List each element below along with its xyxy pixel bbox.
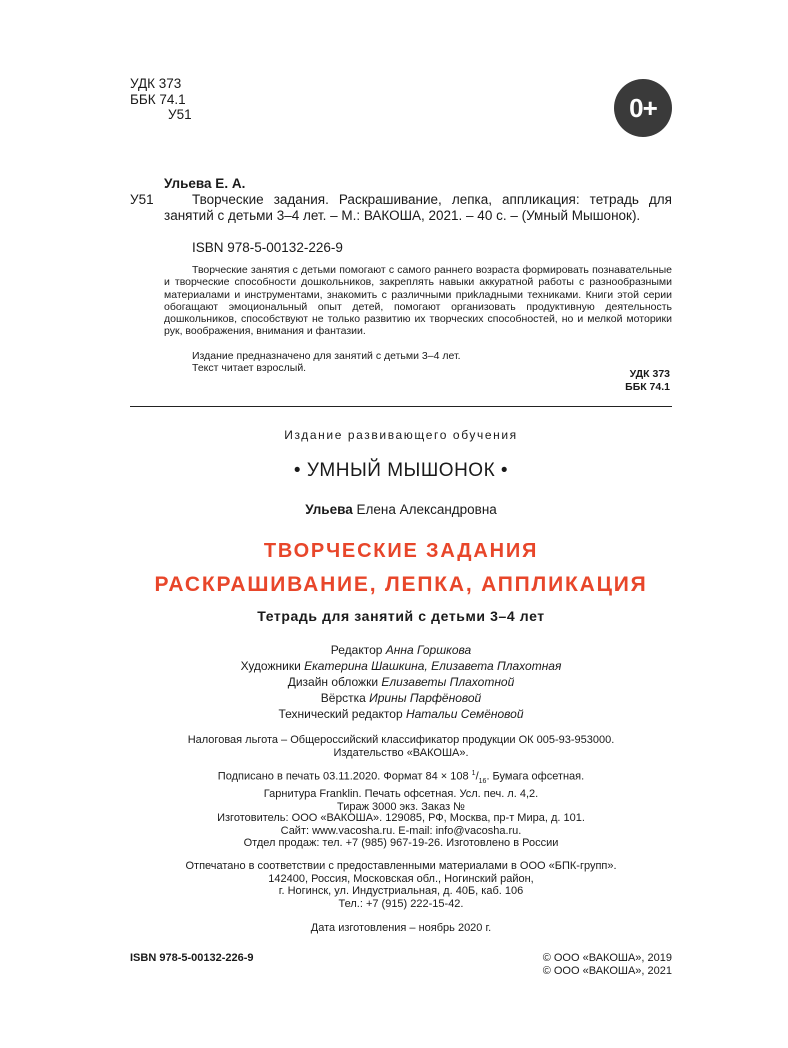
format-fraction-denominator: 16 xyxy=(478,777,487,785)
credit-line xyxy=(130,706,672,722)
manufacturer-info xyxy=(130,812,672,850)
tax-line: Налоговая льгота – Общероссийский классификатор продукции ОК 005-93-953000. xyxy=(187,734,615,746)
copyright-line: © ООО «ВАКОША», 2021 xyxy=(542,965,672,977)
catalog-bbk: ББК 74.1 xyxy=(625,381,670,393)
footer-isbn: ISBN 978-5-00132-226-9 xyxy=(130,952,254,964)
credit-role: Технический редактор xyxy=(278,707,403,721)
edition-type: Издание развивающего обучения xyxy=(284,428,518,442)
copyright-block xyxy=(520,952,672,978)
credit-name: Натальи Семёновой xyxy=(405,707,524,721)
printer-line: Отпечатано в соответствии с предоставленными материалами в ООО «БПК-групп». xyxy=(185,860,617,872)
credit-role: Вёрстка xyxy=(320,691,366,705)
format-fraction-numerator: 1 xyxy=(471,770,476,777)
catalog-code: У51 xyxy=(130,192,154,207)
print-line: Подписано в печать 03.11.2020. Формат 84 × 108 $^1/_{16}$. Бумага офсетная. xyxy=(217,770,585,785)
classification-block xyxy=(130,76,192,123)
udk-code: УДК 373 xyxy=(130,76,182,91)
credit-name: Екатерина Шашкина, Елизавета Плахотная xyxy=(304,659,562,673)
full-author xyxy=(130,502,672,517)
book-subtitle: Тетрадь для занятий с детьми 3–4 лет xyxy=(257,608,545,624)
copyright-line: © ООО «ВАКОША», 2019 xyxy=(542,952,672,964)
book-title-line1: ТВОРЧЕСКИЕ ЗАДАНИЯ xyxy=(263,540,539,562)
age-rating-badge: 0+ xyxy=(614,79,672,137)
credit-role: Художники xyxy=(240,659,301,673)
print-format: Подписано в печать 03.11.2020. Формат 84 × 108 xyxy=(217,770,469,783)
printer-line: г. Ногинск, ул. Индустриальная, д. 40Б, каб. 106 xyxy=(278,885,524,898)
printer-info xyxy=(130,860,672,910)
maker-line: Отдел продаж: тел. +7 (985) 967-19-26. Изготовлено в России xyxy=(243,837,559,850)
author-given-names: Елена Александровна xyxy=(356,502,497,517)
author-surname: Ульева xyxy=(305,502,353,517)
credit-name: Елизаветы Плахотной xyxy=(381,675,515,689)
manufacture-date: Дата изготовления – ноябрь 2020 г. xyxy=(310,922,492,934)
bbk-code: ББК 74.1 xyxy=(130,91,186,107)
tax-info xyxy=(130,734,672,759)
credit-name: Ирины Парфёновой xyxy=(369,691,482,705)
printer-line: 142400, Россия, Московская обл., Ногинский район, xyxy=(268,872,534,885)
maker-line: Изготовитель: ООО «ВАКОША». 129085, РФ, Москва, пр-т Мира, д. 101. xyxy=(217,812,585,824)
printer-line: Тел.: +7 (915) 222-15-42. xyxy=(338,897,464,910)
credit-line xyxy=(130,658,672,674)
catalog-isbn: ISBN 978-5-00132-226-9 xyxy=(192,240,343,255)
maker-line: Сайт: www.vacosha.ru. E-mail: info@vacosha.ru. xyxy=(280,824,522,837)
catalog-description: Творческие задания. Раскрашивание, лепка, аппликация: тетрадь для занятий с детьми 3–4 лет. – М.: ВАКОША, 2021. – 40 с. – (Умный Мышонок). xyxy=(164,192,672,223)
print-line: Гарнитура Franklin. Печать офсетная. Усл. печ. л. 4,2. xyxy=(263,788,539,801)
annotation: Творческие занятия с детьми помогают с самого раннего возраста формировать познавательные и творческие способности дошкольников, закреплять навыки аккуратной работы с разнообразными материалами и инструментами, знакомить с различными приkладными техниками. Книги этой серии обогащают эмоциональный опыт детей, помогают организовать продуктивную деятельность дошкольников, способствуют не только развитию их творческих способностей, но и мелкой моторики рук, воображения, внимания и фантазии. xyxy=(164,264,672,338)
print-line: Тираж 3000 экз. Заказ № xyxy=(337,801,465,814)
credit-line xyxy=(130,674,672,690)
catalog-author: Ульева Е. А. xyxy=(164,176,246,191)
author-mark: У51 xyxy=(168,107,192,122)
print-paper: . Бумага офсетная. xyxy=(486,770,585,783)
book-title-line2: РАСКРАШИВАНИЕ, ЛЕПКА, АППЛИКАЦИЯ xyxy=(154,573,648,596)
audience-note: Издание предназначено для занятий с детьми 3–4 лет. xyxy=(192,350,461,362)
print-info xyxy=(130,768,672,814)
series-name: • УМНЫЙ МЫШОНОК • xyxy=(293,460,509,481)
tax-line: Издательство «ВАКОША». xyxy=(333,746,469,759)
catalog-udk: УДК 373 xyxy=(629,368,670,380)
credit-role: Дизайн обложки xyxy=(287,675,379,689)
catalog-classification xyxy=(560,368,670,394)
credits-block xyxy=(130,642,672,722)
credit-role: Редактор xyxy=(330,643,383,657)
credit-line xyxy=(130,690,672,706)
credit-line xyxy=(130,642,672,658)
reader-note: Текст читает взрослый. xyxy=(192,362,307,374)
divider-line xyxy=(130,406,672,407)
credit-name: Анна Горшкова xyxy=(385,643,472,657)
